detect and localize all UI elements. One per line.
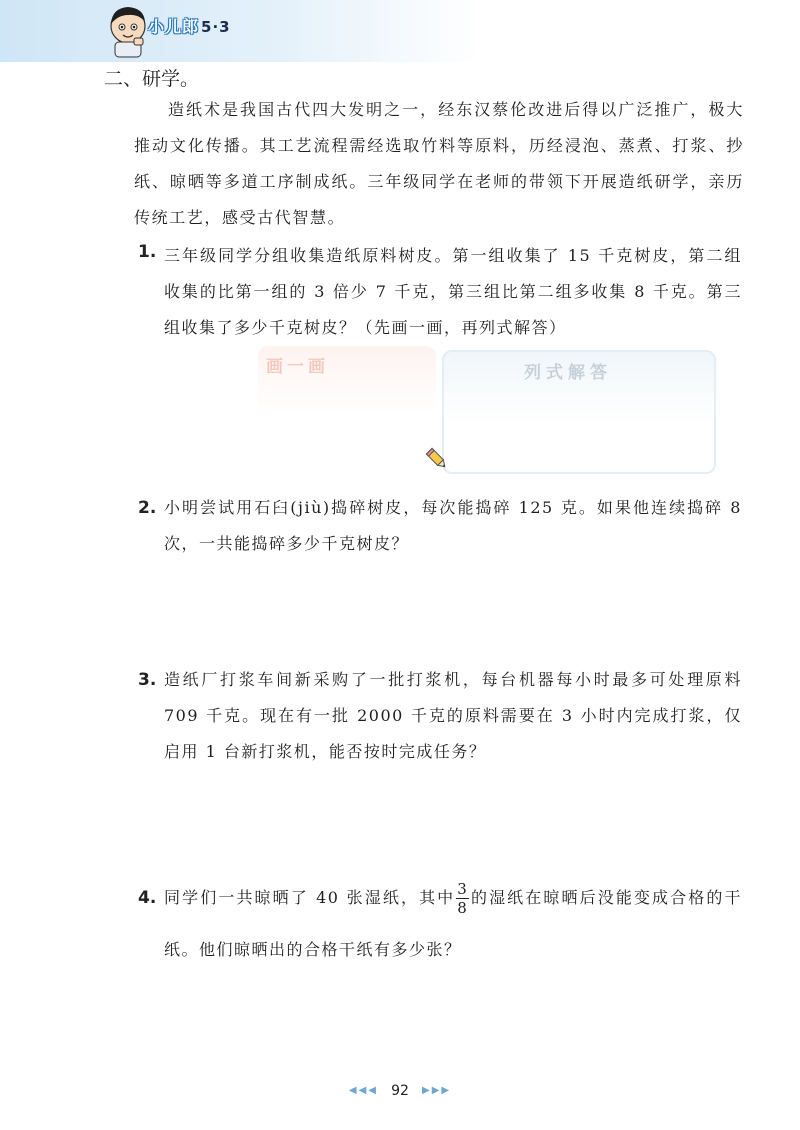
fraction-three-eighths (456, 880, 469, 917)
brand-suffix: 5·3 (201, 18, 231, 36)
fraction-denominator: 8 (457, 899, 469, 917)
question-2-number: 2. (138, 498, 157, 518)
pencil-icon (424, 446, 450, 472)
page-footer (0, 1080, 800, 1099)
brand-logo (148, 14, 231, 37)
drawing-area[interactable] (258, 346, 436, 470)
solution-area-label: 列式解答 (524, 363, 612, 383)
mascot-boy-icon (104, 2, 152, 58)
question-1-answer-area (258, 346, 714, 470)
question-4-text-after: 的湿纸在晾晒后没能变成合格的干纸。他们晾晒出的合格干纸有多少张？ (164, 888, 742, 959)
intro-paragraph: 造纸术是我国古代四大发明之一，经东汉蔡伦改进后得以广泛推广，极大推动文化传播。其工艺流程需经选取竹料等原料，历经浸泡、蒸煮、打浆、抄纸、晾晒等多道工序制成纸。三年级同学在老师的带领下开展造纸研学，亲历传统工艺，感受古代智慧。 (134, 100, 744, 227)
fraction-numerator: 3 (457, 880, 469, 898)
question-4-number: 4. (138, 888, 157, 908)
solution-area[interactable] (442, 350, 716, 474)
brand-text: 小儿郎 (148, 17, 200, 36)
question-2-text: 小明尝试用石臼(jiù)捣碎树皮，每次能捣碎 125 克。如果他连续捣碎 8 次，一共能捣碎多少千克树皮？ (164, 498, 742, 553)
page-number: 92 (391, 1082, 409, 1099)
question-4-text-before: 同学们一共晾晒了 40 张湿纸，其中 (164, 888, 456, 907)
question-4-text (164, 872, 742, 976)
question-3-number: 3. (138, 670, 157, 690)
section-title: 二、研学。 (104, 68, 200, 90)
left-arrows-icon: ◀◀◀ (348, 1085, 378, 1096)
question-3-text: 造纸厂打浆车间新采购了一批打浆机，每台机器每小时最多可处理原料 709 千克。现在有一批 2000 千克的原料需要在 3 小时内完成打浆，仅启用 1 台新打浆机，能否按时完成任务？ (164, 670, 742, 761)
question-1-number: 1. (138, 242, 157, 262)
question-1-text: 三年级同学分组收集造纸原料树皮。第一组收集了 15 千克树皮，第二组收集的比第一组的 3 倍少 7 千克，第三组比第二组多收集 8 千克。第三组收集了多少千克树皮？（先画一画，再列式解答） (164, 246, 742, 337)
right-arrows-icon: ▶▶▶ (422, 1085, 452, 1096)
drawing-area-label: 画一画 (266, 357, 329, 377)
